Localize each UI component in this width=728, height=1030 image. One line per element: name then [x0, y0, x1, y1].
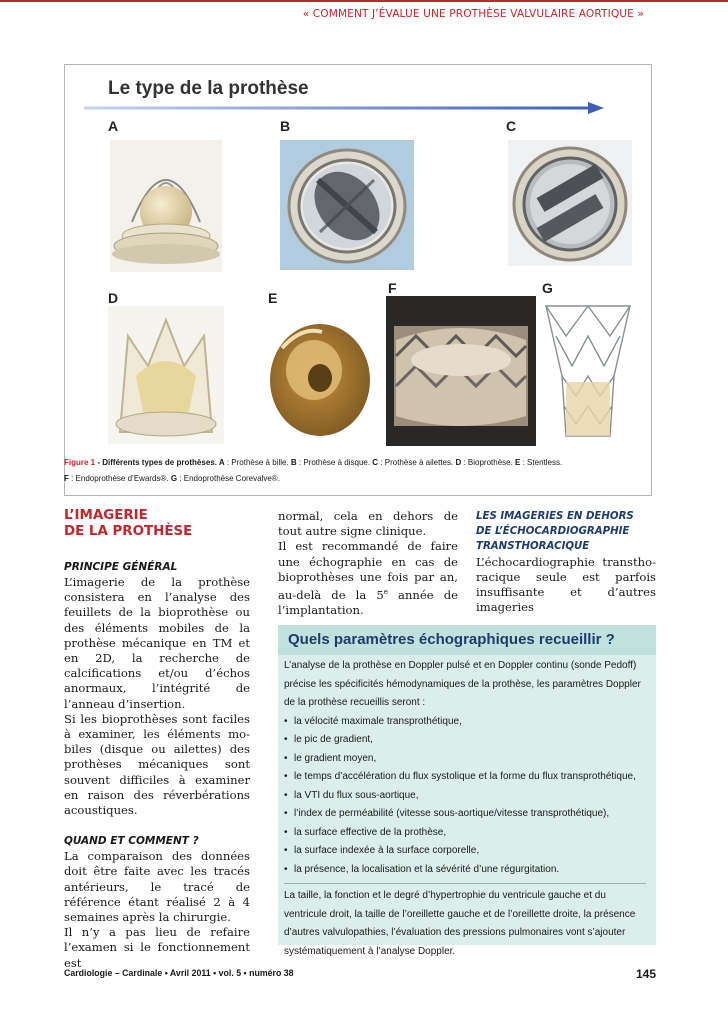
info-box-intro: L’analyse de la prothèse en Doppler pulsé et en Doppler continu (sonde Pedoff) précise les spécificités hémodynamiques de la prothèse, les paramètres Doppler de la prothèse recueillis seront :: [284, 660, 641, 708]
stentless-valve-image: [262, 308, 382, 448]
info-box-body: [284, 657, 646, 961]
caption-text-b: : Prothèse à disque.: [296, 458, 373, 467]
subheading-imageries-line1: LES IMAGERIES EN DEHORS: [476, 511, 634, 522]
caption-key-b: B: [290, 458, 297, 467]
caption-key-g: G: [170, 474, 178, 483]
caption-key-c: C: [372, 458, 379, 467]
caption-text-c: : Prothèse à ailettes.: [378, 458, 456, 467]
panel-letter-g: G: [542, 280, 553, 296]
subheading-imageries-line3: TRANSTHORACIQUE: [476, 541, 590, 553]
caption-key-e: E: [515, 458, 521, 467]
caption-key-d: D: [455, 458, 462, 467]
running-head-text: « COMMENT J’ÉVALUE UNE PROTHÈSE VALVULAIRE AORTIQUE »: [302, 8, 644, 20]
paragraph-bioprotheses: Si les bioprothèses sont faciles à examiner, les éléments mobiles (disque ou ailettes) des prothèses mécaniques sont souvent difficiles à examiner en raison des réverbérations acoustiques.: [64, 711, 250, 818]
caption-text-e: : Stentless.: [520, 458, 563, 467]
panel-letter-c: C: [506, 118, 517, 134]
list-item: • la vélocité maximale transprothétique,: [284, 713, 646, 732]
subheading-imageries: [476, 509, 656, 555]
info-box-header: [278, 625, 656, 655]
running-head: [0, 0, 728, 26]
paragraph-recommande-b: année de l’implantation.: [278, 587, 458, 618]
paragraph-recommande-a: Il est recommandé de faire une échographie en cas de bioprothèses une fois par an, au-delà de la 5: [278, 539, 458, 602]
paragraph-principe: L’imagerie de la prothèse consistera en l’analyse des feuillets de la bioprothèse ou des éléments mobiles de la prothèse mécanique en TM et en 2D, la recherche de calcifications et/ou d’échos anormaux, l’intégrité de l’anneau d’insertion.: [64, 575, 250, 711]
paragraph-recommande: [278, 539, 458, 618]
bileaflet-valve-image: [508, 140, 632, 266]
figure-caption: [64, 455, 654, 487]
info-box-divider: [284, 883, 646, 884]
subheading-imageries-line2: DE L’ÉCHOCARDIOGRAPHIE: [476, 526, 630, 538]
journal-reference: Cardiologie – Cardinale • Avril 2011 • vol. 5 • numéro 38: [64, 968, 294, 978]
subheading-principe: PRINCIPE GÉNÉRAL: [64, 561, 178, 573]
paragraph-normal: normal, cela en dehors de tout autre signe clinique.: [278, 509, 458, 539]
caption-text-g: : Endoprothèse Corevalve®.: [177, 474, 280, 483]
caption-text-a: : Prothèse à bille.: [224, 458, 291, 467]
ball-valve-image: [110, 140, 222, 272]
panel-letter-d: D: [108, 290, 119, 306]
list-item: • le pic de gradient,: [284, 731, 646, 750]
page-footer: [64, 968, 656, 982]
right-column: [476, 509, 656, 615]
info-box: [278, 625, 656, 957]
list-item: • la VTI du flux sous-aortique,: [284, 787, 646, 806]
figure-label: Figure 1: [64, 458, 96, 467]
page-number: 145: [635, 967, 656, 981]
paragraph-echocardiographie: L’échocardiographie transthoracique seule est parfois insuffisante et d’autres imageries: [476, 554, 656, 615]
list-item: • l’index de perméabilité (vitesse sous-aortique/vitesse transprothétique),: [284, 805, 646, 824]
middle-column: [278, 509, 458, 618]
caption-text-d: : Bioprothèse.: [461, 458, 516, 467]
top-rule: [0, 0, 728, 2]
caption-key-f: F: [64, 474, 69, 483]
superscript-e: e: [383, 588, 388, 597]
paragraph-refaire: Il n’y a pas lieu de refaire l’examen si le fonctionnement est: [64, 925, 250, 970]
panel-letter-b: B: [280, 118, 291, 134]
info-box-title: Quels paramètres échographiques recueillir ?: [288, 631, 615, 648]
section-heading: [64, 508, 250, 540]
section-heading-line2: DE LA PROTHÈSE: [64, 524, 193, 539]
disc-valve-image: [280, 140, 414, 270]
section-heading-line1: L’IMAGERIE: [64, 508, 148, 523]
subheading-quand: QUAND ET COMMENT ?: [64, 835, 199, 848]
list-item: • le gradient moyen,: [284, 750, 646, 769]
caption-text-f: : Endoprothèse d’Ewards®.: [68, 474, 171, 483]
panel-letter-a: A: [108, 118, 119, 134]
timeline-arrow-icon: [84, 102, 604, 114]
info-box-outro: La taille, la fonction et le degré d’hypertrophie du ventricule gauche et du ventricule droit, la taille de l’oreillette gauche et de l’oreillette droite, la présence d’autres valvulopathies, l’évaluation des pressions pulmonaires vont s’ajouter systématiquement à l’analyse Doppler.: [284, 890, 636, 957]
list-item: • la surface indexée à la surface corporelle,: [284, 842, 646, 861]
list-item: • la surface effective de la prothèse,: [284, 824, 646, 843]
parameter-list: [284, 713, 646, 880]
edwards-endoprosthesis-image: [386, 296, 536, 446]
list-item: • la présence, la localisation et la sévérité d’une régurgitation.: [284, 861, 646, 880]
corevalve-endoprosthesis-image: [540, 296, 636, 444]
figure-caption-title: - Différents types de prothèses.: [95, 458, 219, 467]
paragraph-comparaison: La comparaison des données doit être faite avec les tracés antérieurs, le tracé de référence étant réalisé 2 à 4 semaines après la chirurgie.: [64, 849, 250, 925]
panel-letter-e: E: [268, 290, 278, 306]
caption-key-a: A: [218, 458, 225, 467]
panel-letter-f: F: [388, 280, 397, 296]
figure-title: Le type de la prothèse: [108, 78, 309, 99]
list-item: • le temps d’accélération du flux systolique et la forme du flux transprothétique,: [284, 768, 646, 787]
bioprosthesis-image: [108, 306, 224, 444]
left-column: [64, 508, 250, 971]
